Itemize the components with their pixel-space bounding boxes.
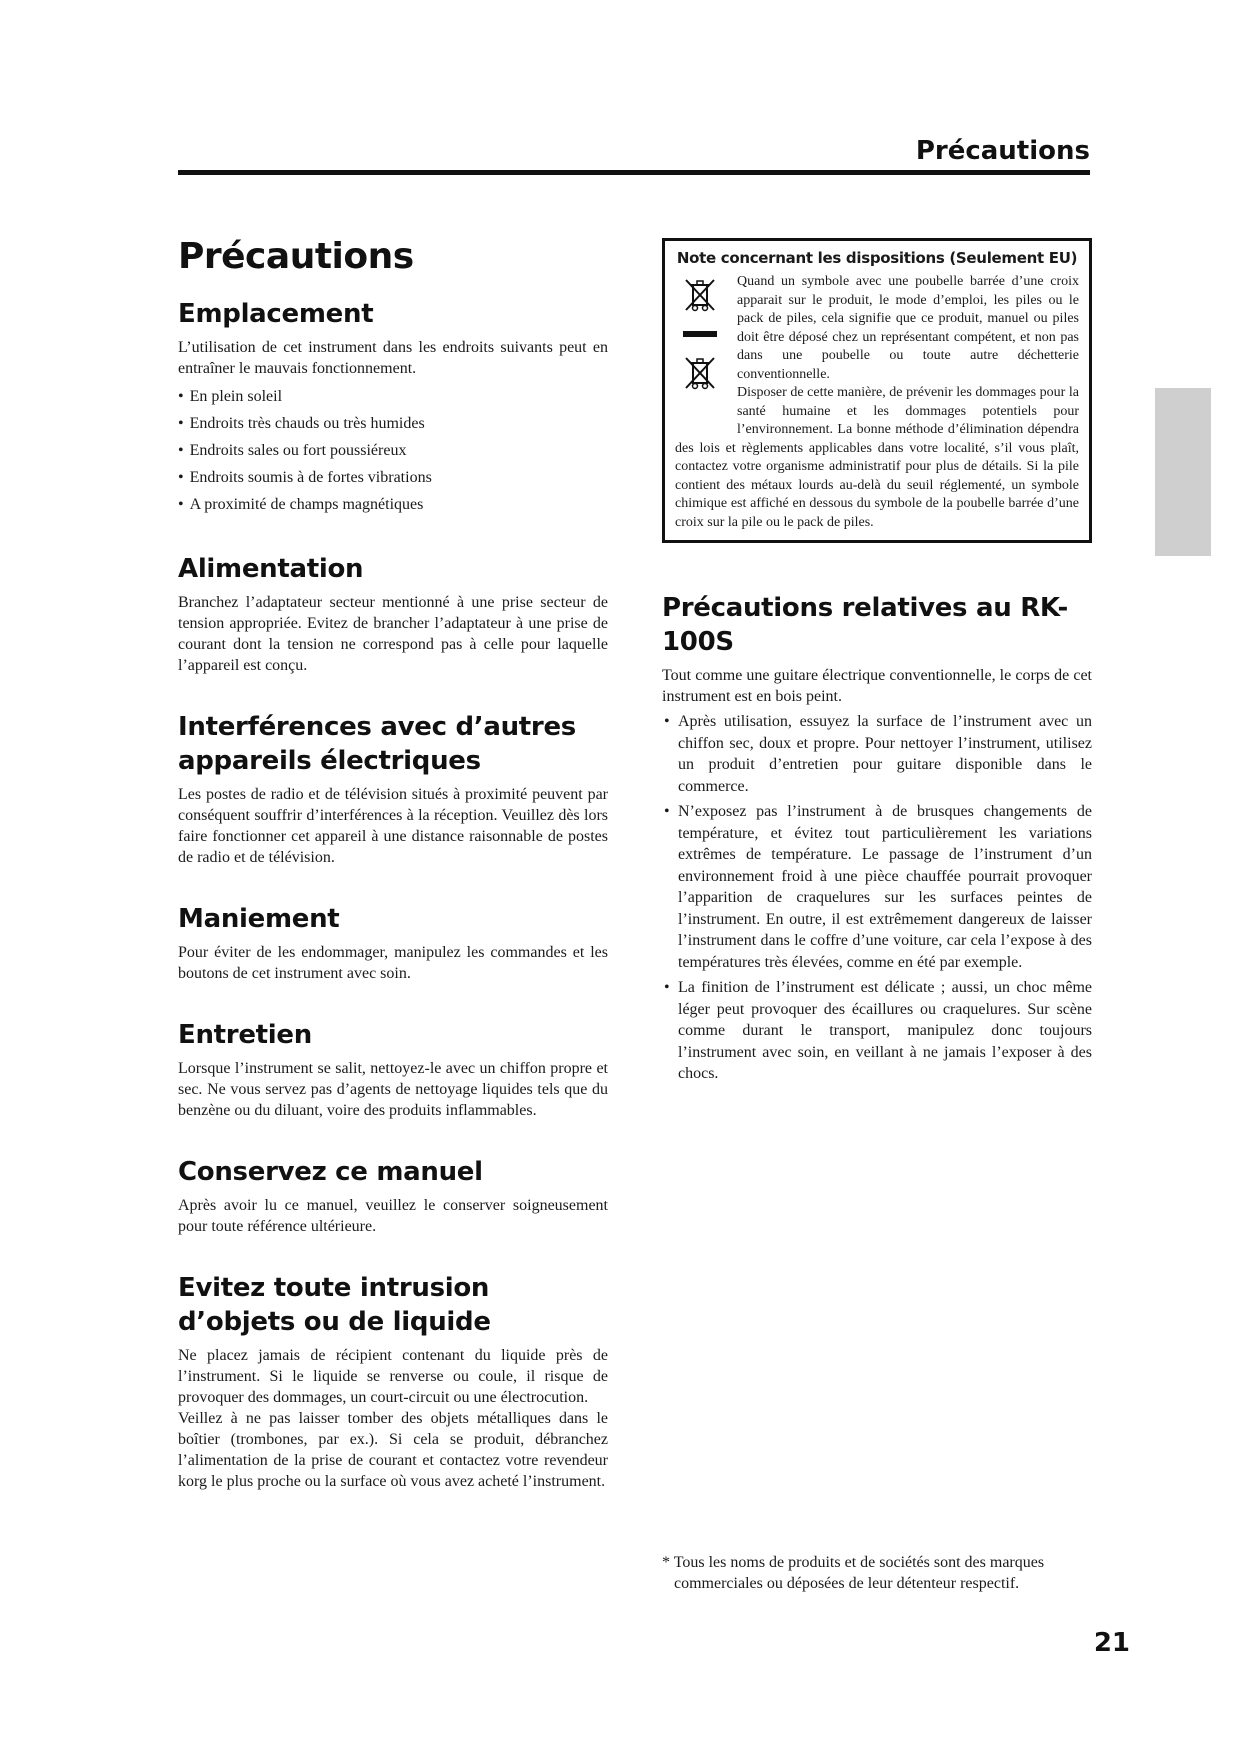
list-item: • A proximité de champs magnétiques bbox=[178, 491, 608, 518]
section-evitez bbox=[178, 1271, 608, 1492]
list-item: • Après utilisation, essuyez la surface de l’instrument avec un chiffon sec, doux et propre. Pour nettoyer l’instrument, utilisez un produit d’entretien pour guitare disponible dans le commerce. bbox=[662, 711, 1092, 797]
section-rk100s bbox=[662, 591, 1092, 1085]
list-item: • Endroits soumis à de fortes vibrations bbox=[178, 464, 608, 491]
list-item: • La finition de l’instrument est délicate ; aussi, un choc même léger peut provoquer des écaillures ou craquelures. Sur scène comme durant le transport, manipulez donc toujours l’instrument avec soin, en veillant à ne jamais l’exposer à des chocs. bbox=[662, 977, 1092, 1085]
section-intro: Tout comme une guitare électrique conventionnelle, le corps de cet instrument est en bois peint. bbox=[662, 667, 1092, 705]
section-emplacement bbox=[178, 297, 608, 518]
trademark-footnote: * Tous les noms de produits et de sociétés sont des marques commerciales ou déposées de leur détenteur respectif. bbox=[662, 1554, 1045, 1592]
section-title: Interférences avec d’autres appareils électriques bbox=[178, 712, 576, 776]
section-text: Branchez l’adaptateur secteur mentionné à une prise secteur de tension appropriée. Evitez de brancher l’adaptateur à une prise de courant dont la tension ne correspond pas à celle pour laquelle l’appareil est conçu. bbox=[178, 594, 608, 674]
section-text: Veillez à ne pas laisser tomber des objets métalliques dans le boîtier (trombones, par ex.). Si cela se produit, débranchez l’alimentation de la prise de courant et contactez votre revendeur korg le plus proche ou la surface où vous avez acheté l’instrument. bbox=[178, 1410, 608, 1490]
list-item: • Endroits très chauds ou très humides bbox=[178, 410, 608, 437]
right-column bbox=[662, 238, 1092, 1119]
header-rule bbox=[178, 170, 1090, 175]
section-text: Après avoir lu ce manuel, veuillez le conserver soigneusement pour toute référence ultérieure. bbox=[178, 1197, 608, 1235]
left-column bbox=[178, 236, 608, 1526]
running-header-title: Précautions bbox=[915, 136, 1090, 166]
note-text-2: Disposer de cette manière, de prévenir les dommages pour la santé humaine et les dommages potentiels pour l’environnement. La bonne méthode d’élimination dépendra des lois et règlements applicables dans votre localité, s’il vous plaît, contactez votre organisme administratif pour plus de détails. Si la pile contient des métaux lourds au-delà du seuil réglementé, un symbole chimique est affiché en dessous du symbole de la poubelle barrée d’une croix sur la pile ou le pack de piles. bbox=[675, 385, 1079, 530]
side-thumb-tab bbox=[1155, 388, 1211, 556]
section-text: Ne placez jamais de récipient contenant du liquide près de l’instrument. Si le liquide se renverse ou coule, il risque de provoquer des dommages, un court-circuit ou une électrocution. bbox=[178, 1347, 608, 1406]
section-interferences bbox=[178, 710, 608, 868]
section-title: Conservez ce manuel bbox=[178, 1157, 483, 1187]
section-maniement bbox=[178, 902, 608, 984]
page-number: 21 bbox=[1093, 1628, 1130, 1658]
crossed-out-wheelie-bin-icon bbox=[683, 277, 717, 313]
note-title: Note concernant les dispositions (Seulement EU) bbox=[676, 249, 1078, 267]
list-item: • N’exposez pas l’instrument à de brusques changements de température, et évitez tout particulièrement les variations extrêmes de température. Le passage de l’instrument d’un environnement froid à une pièce chauffée pourrait provoquer l’apparition de craquelures sur les surfaces peintes de l’instrument. En outre, il est extrêmement dangereux de laisser l’instrument dans le coffre d’une voiture, car cela l’expose à des températures très élevées, comme en été par exemple. bbox=[662, 801, 1092, 973]
list-item: • En plein soleil bbox=[178, 383, 608, 410]
section-title: Entretien bbox=[178, 1020, 312, 1050]
section-text: Lorsque l’instrument se salit, nettoyez-le avec un chiffon propre et sec. Ne vous servez pas d’agents de nettoyage liquides tels que du benzène ou du diluant, voire des produits inflammables. bbox=[178, 1060, 608, 1119]
section-title: Emplacement bbox=[178, 299, 374, 329]
section-conservez bbox=[178, 1155, 608, 1237]
note-text-1: Quand un symbole avec une poubelle barrée d’une croix apparait sur le produit, le mode d’emploi, les piles ou le pack de piles, cela signifie que ce produit, manuel ou piles doit être déposé chez un représentant compétent, et non pas dans une poubelle ou toute autre déchetterie conventionnelle. bbox=[737, 274, 1079, 382]
bullet-list bbox=[178, 383, 608, 518]
section-intro: L’utilisation de cet instrument dans les endroits suivants peut en entraîner le mauvais fonctionnement. bbox=[178, 339, 608, 377]
bullet-list bbox=[662, 711, 1092, 1085]
note-body bbox=[675, 273, 1079, 532]
section-title: Alimentation bbox=[178, 554, 364, 584]
section-entretien bbox=[178, 1018, 608, 1121]
section-title: Evitez toute intrusion d’objets ou de liquide bbox=[178, 1273, 491, 1337]
eu-disposal-note-box bbox=[662, 238, 1092, 543]
section-text: Les postes de radio et de télévision situés à proximité peuvent par conséquent souffrir d’interférences à la réception. Veuillez dès lors faire fonctionner cet appareil à une distance raisonnable de postes de radio et de télévision. bbox=[178, 786, 608, 866]
crossed-out-wheelie-bin-icon bbox=[683, 355, 717, 391]
section-text: Pour éviter de les endommager, manipulez les commandes et les boutons de cet instrument avec soin. bbox=[178, 944, 608, 982]
bin-underline-bar bbox=[683, 331, 717, 337]
section-alimentation bbox=[178, 552, 608, 676]
list-item: • Endroits sales ou fort poussiéreux bbox=[178, 437, 608, 464]
section-title: Précautions relatives au RK-100S bbox=[662, 593, 1068, 657]
page-title: Précautions bbox=[178, 236, 414, 277]
disposal-icons bbox=[675, 273, 729, 423]
section-title: Maniement bbox=[178, 904, 340, 934]
